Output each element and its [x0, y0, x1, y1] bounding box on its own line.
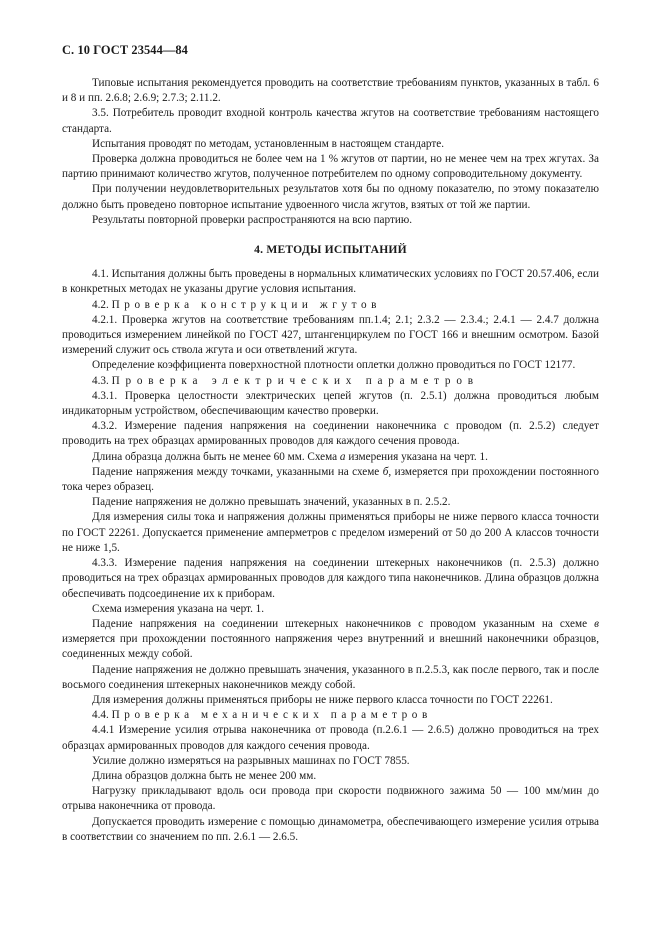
text-run: Длина образца должна быть не менее 60 мм. Схема: [92, 450, 340, 463]
paragraph: При получении неудовлетворительных результатов хотя бы по одному показателю, по этому показателю должно быть проведено повторное испытание удвоенного числа жгутов, взятых от той же партии.: [62, 183, 599, 211]
subsection-title: Проверка механических параметров: [111, 709, 432, 722]
paragraph: Усилие должно измеряться на разрывных машинах по ГОСТ 7855.: [92, 754, 410, 767]
paragraph: [62, 465, 599, 495]
paragraph-4-3-3: 4.3.3. Измерение падения напряжения на соединении штекерных наконечников (п. 2.5.3) должно проводиться на трех образцах армированных проводов для каждого типа наконечников. Длина образцов должна обеспечивать подсоединение их к приборам.: [62, 557, 599, 600]
paragraph: Падение напряжения не должно превышать значений, указанных в п. 2.5.2.: [92, 496, 451, 509]
text-run: Падение напряжения на соединении штекерных наконечников с проводом указанным на схеме: [92, 617, 595, 630]
paragraph: Результаты повторной проверки распространяются на всю партию.: [92, 213, 412, 226]
section-title: 4. МЕТОДЫ ИСПЫТАНИЙ: [254, 243, 407, 257]
paragraph: Испытания проводят по методам, установленным в настоящем стандарте.: [92, 137, 445, 150]
subsection-4-2-heading: [62, 298, 599, 313]
subsection-number: 4.4.: [92, 709, 109, 722]
paragraph-4-4-1: 4.4.1 Измерение усилия отрыва наконечника от провода (п.2.6.1 — 2.6.5) должно проводиться на трех образцах армированных проводов для каждого сечения провода.: [62, 724, 599, 752]
paragraph: Для измерения силы тока и напряжения должны применяться приборы не ниже первого класса точности по ГОСТ 22261. Допускается применение амперметров с пределом измерений от 50 до 200 А классов точности не ниже 1,5.: [62, 511, 599, 554]
scheme-letter: а: [339, 450, 346, 463]
paragraph: Определение коэффициента поверхностной плотности оплетки должно проводиться по ГОСТ 12177.: [92, 359, 576, 372]
page-header: С. 10 ГОСТ 23544—84: [62, 43, 188, 57]
document-body: [62, 76, 599, 845]
paragraph: Типовые испытания рекомендуется проводить на соответствие требованиям пунктов, указанных в табл. 6 и 8 и пп. 2.6.8; 2.6.9; 2.7.3; 2.11.2.: [62, 77, 599, 105]
paragraph: Допускается проводить измерение с помощью динамометра, обеспечивающего измерение усилия отрыва в соответствии со значением по пп. 2.6.1 — 2.6.5.: [62, 815, 599, 843]
text-run: Падение напряжения между точками, указанными на схеме: [92, 465, 383, 478]
subsection-title: Проверка электрических параметров: [111, 374, 479, 387]
paragraph: Схема измерения указана на черт. 1.: [92, 602, 265, 615]
text-run: измеряется при прохождении постоянного напряжения через внутренний и внешний наконечники образцов, соединенных между собой.: [62, 633, 599, 661]
paragraph-4-3-2: 4.3.2. Измерение падения напряжения на соединении наконечника с проводом (п. 2.5.2) следует проводить на трех образцах армированных проводов для каждого сечения провода.: [62, 420, 599, 448]
subsection-number: 4.3.: [92, 374, 109, 387]
subsection-4-3-heading: [62, 374, 599, 389]
paragraph: Для измерения должны применяться приборы не ниже первого класса точности по ГОСТ 22261.: [92, 693, 553, 706]
scheme-letter: б: [382, 465, 389, 478]
text-run: измерения указана на черт. 1.: [345, 450, 488, 463]
paragraph: Падение напряжения не должно превышать значения, указанного в п.2.5.3, как после первого, так и после восьмого соединения штекерных наконечников между собой.: [62, 663, 599, 691]
scheme-letter: в: [594, 617, 599, 630]
subsection-title: Проверка конструкции жгутов: [111, 298, 382, 311]
subsection-number: 4.2.: [92, 298, 109, 311]
paragraph-4-2-1: 4.2.1. Проверка жгутов на соответствие требованиям пп.1.4; 2.1; 2.3.2 — 2.3.4.; 2.4.1 — 2.4.7 должна проводиться измерением линейкой по ГОСТ 427, штангенциркулем по ГОСТ 166 и внешним осмотром. Базой измерений служит ось ствола жгута и оси ответвлений жгута.: [62, 313, 599, 357]
text-run: , измеряется при прохождении постоянного тока через образец.: [62, 465, 599, 494]
paragraph: [62, 450, 599, 465]
paragraph: [62, 617, 599, 663]
subsection-4-4-heading: [62, 708, 599, 723]
paragraph-4-3-1: 4.3.1. Проверка целостности электрических цепей жгутов (п. 2.5.1) должна проводиться любым индикаторным устройством, обеспечивающим качество проверки.: [62, 389, 599, 418]
paragraph: 3.5. Потребитель проводит входной контроль качества жгутов на соответствие требованиям настоящего стандарта.: [62, 107, 599, 135]
paragraph: Проверка должна проводиться не более чем на 1 % жгутов от партии, но не менее чем на трех жгутах. За партию принимают количество жгутов, полученное потребителем по одному сопроводительному документу.: [62, 153, 599, 181]
paragraph: Нагрузку прикладывают вдоль оси провода при скорости подвижного зажима 50 — 100 мм/мин до отрыва наконечника от провода.: [62, 785, 599, 813]
paragraph: Длина образцов должна быть не менее 200 мм.: [92, 769, 317, 782]
paragraph-4-1: 4.1. Испытания должны быть проведены в нормальных климатических условиях по ГОСТ 20.57.406, если в конкретных методах не указаны другие условия испытания.: [62, 268, 599, 296]
